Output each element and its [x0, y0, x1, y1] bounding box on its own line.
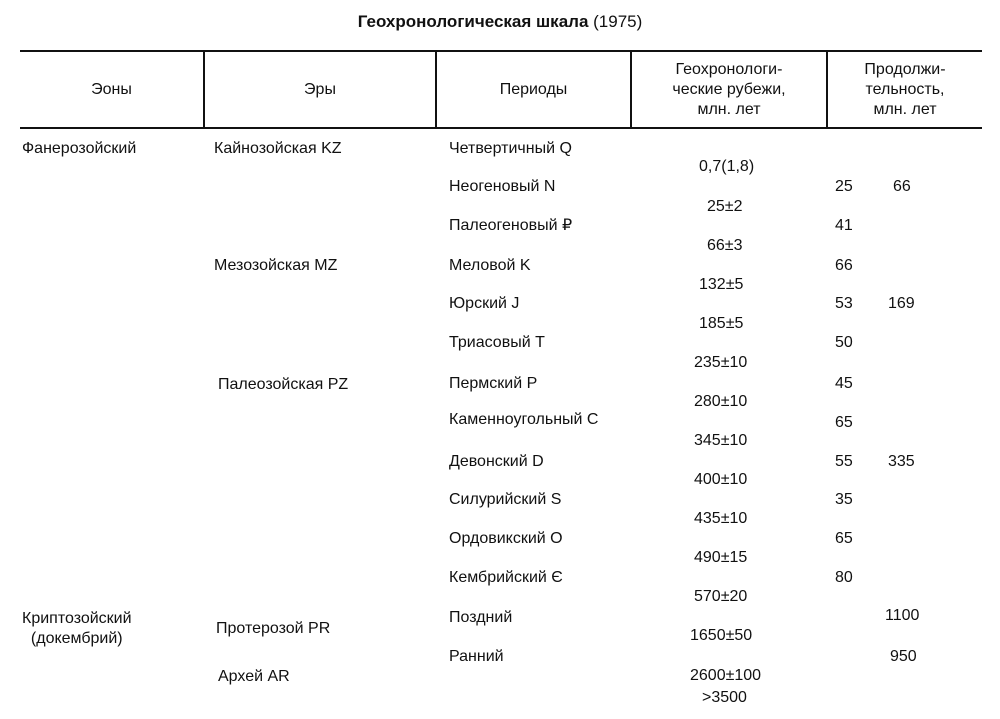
boundary-cell: 25±2 [707, 198, 743, 215]
boundary-cell: 66±3 [707, 237, 743, 254]
boundary-cell: 345±10 [694, 432, 748, 449]
period-cell: Каменноугольный C [449, 411, 599, 428]
header-duration [828, 52, 982, 128]
period-cell: Триасовый T [449, 334, 545, 351]
period-cell: Ранний [449, 648, 504, 665]
boundary-cell: 400±10 [694, 471, 748, 488]
period-cell: Пермский P [449, 375, 538, 392]
period-cell: Силурийский S [449, 491, 562, 508]
eon-cell: Фанерозойский [22, 140, 137, 157]
period-duration-cell: 25 [835, 178, 853, 195]
period-duration-cell: 80 [835, 569, 853, 586]
boundary-cell: 132±5 [699, 276, 744, 293]
period-duration-cell: 55 [835, 453, 853, 470]
boundary-cell: 1650±50 [690, 627, 753, 644]
header-eons [20, 52, 203, 128]
boundary-cell: 0,7(1,8) [699, 158, 755, 175]
header-boundaries [632, 52, 826, 128]
header-eras [205, 52, 435, 128]
boundary-cell: 570±20 [694, 588, 748, 605]
era-duration-cell: 1100 [885, 607, 920, 624]
boundary-cell: 2600±100 [690, 667, 762, 684]
boundary-cell: 435±10 [694, 510, 748, 527]
period-duration-cell: 65 [835, 414, 853, 431]
era-duration-cell: 950 [890, 648, 917, 665]
boundary-cell: 235±10 [694, 354, 748, 371]
era-cell: Архей AR [218, 668, 290, 685]
period-cell: Девонский D [449, 453, 544, 470]
header-periods-label: Периоды [499, 81, 568, 98]
era-cell: Кайнозойская KZ [214, 140, 342, 157]
period-duration-cell: 65 [835, 530, 853, 547]
header-eras-label: Эры [304, 81, 336, 98]
period-cell: Кембрийский Є [449, 569, 563, 586]
header-periods [437, 52, 630, 128]
period-duration-cell: 41 [835, 217, 853, 234]
eon-cell: Криптозойский (докембрий) [22, 610, 132, 647]
period-duration-cell: 50 [835, 334, 853, 351]
boundary-cell: 280±10 [694, 393, 748, 410]
title-year: (1975) [593, 12, 643, 31]
era-duration-cell: 66 [893, 178, 911, 195]
period-cell: Поздний [449, 609, 513, 626]
boundary-cell: >3500 [702, 689, 747, 706]
table-title [0, 12, 1000, 32]
period-cell: Ордовикский O [449, 530, 563, 547]
era-duration-cell: 335 [888, 453, 915, 470]
header-duration-label: Продолжи- тельность, млн. лет [864, 61, 946, 118]
era-duration-cell: 169 [888, 295, 915, 312]
title-text: Геохронологическая шкала [357, 12, 589, 31]
era-cell: Протерозой PR [216, 620, 331, 637]
boundary-cell: 490±15 [694, 549, 748, 566]
period-duration-cell: 66 [835, 257, 853, 274]
boundary-cell: 185±5 [699, 315, 744, 332]
period-cell: Четвертичный Q [449, 140, 572, 157]
period-duration-cell: 45 [835, 375, 853, 392]
era-cell: Палеозойская PZ [218, 376, 349, 393]
period-cell: Палеогеновый ₽ [449, 217, 573, 234]
period-duration-cell: 35 [835, 491, 853, 508]
header-eons-label: Эоны [91, 81, 132, 98]
header-boundaries-label: Геохронологи- ческие рубежи, млн. лет [672, 61, 786, 118]
era-cell: Мезозойская MZ [214, 257, 338, 274]
period-cell: Юрский J [449, 295, 520, 312]
period-duration-cell: 53 [835, 295, 853, 312]
period-cell: Меловой K [449, 257, 531, 274]
period-cell: Неогеновый N [449, 178, 556, 195]
